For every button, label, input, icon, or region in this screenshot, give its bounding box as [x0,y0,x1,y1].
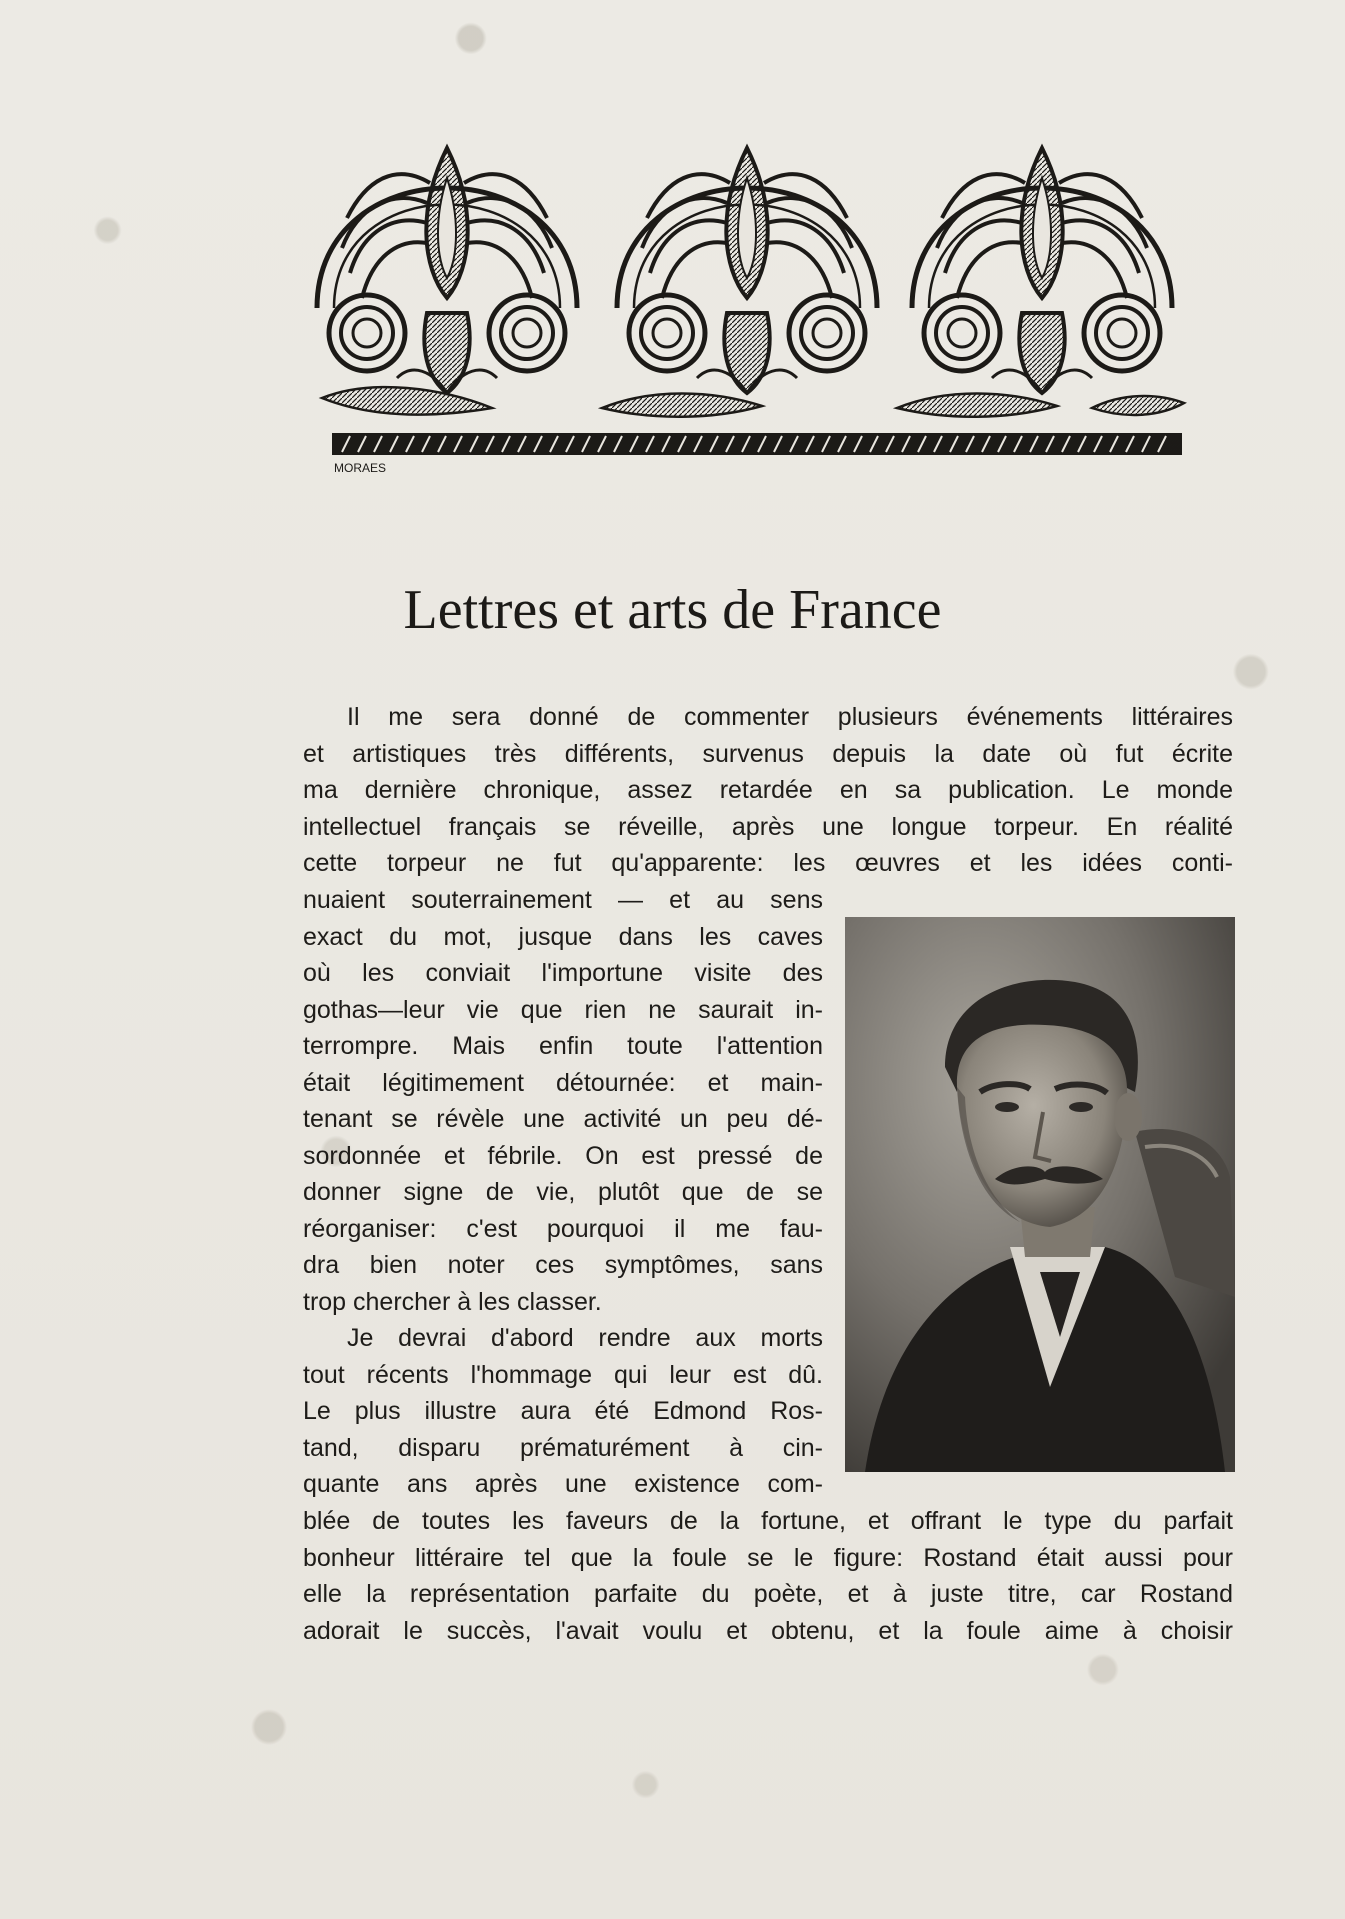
text-line: intellectuel français se réveille, après une longue torpeur. En réalité [303,812,1233,841]
text-line: blée de toutes les faveurs de la fortune, et offrant le type du parfait [303,1507,1233,1535]
text-line: où les conviait l'importune visite des [303,959,823,987]
paragraph-2-full [303,1503,1233,1649]
article-title: Lettres et arts de France [403,579,942,641]
text-line: tand, disparu prématurément à cin- [303,1433,823,1462]
ornament-signature: MORAES [334,461,387,475]
text-line: elle la représentation parfaite du poète, et à juste titre, car Rostand [303,1580,1233,1608]
text-line: sordonnée et fébrile. On est pressé de [303,1141,823,1170]
text-line: cette torpeur ne fut qu'apparente: les œuvres et les idées conti- [303,849,1233,877]
text-line: ma dernière chronique, assez retardée en sa publication. Le monde [303,776,1233,804]
text-line: trop chercher à les classer. [303,1287,602,1316]
text-line: dra bien noter ces symptômes, sans [303,1251,823,1279]
text-line: tenant se révèle une activité un peu dé- [303,1105,823,1133]
text-line: et artistiques très différents, survenus depuis la date où fut écrite [303,739,1233,768]
paragraph-1-full [303,699,1233,882]
text-line: quante ans après une existence com- [303,1470,823,1498]
text-line: Il me sera donné de commenter plusieurs événements littéraires [347,703,1233,731]
text-line: exact du mot, jusque dans les caves [303,922,823,951]
text-line: nuaient souterrainement — et au sens [303,886,823,914]
paragraph-1-narrow [303,882,823,1320]
text-line: adorait le succès, l'avait voulu et obtenu, et la foule aime à choisir [303,1616,1233,1645]
text-line: réorganiser: c'est pourquoi il me fau- [303,1214,823,1243]
text-line: bonheur littéraire tel que la foule se le figure: Rostand était aussi pour [303,1543,1233,1572]
text-line: tout récents l'hommage qui leur est dû. [303,1360,823,1389]
paragraph-2-narrow [303,1320,823,1503]
text-line: Le plus illustre aura été Edmond Ros- [303,1397,823,1425]
ornament-palmette-frieze [312,108,1194,478]
text-line: terrompre. Mais enfin toute l'attention [303,1032,823,1060]
text-line: gothas—leur vie que rien ne saurait in- [303,995,823,1024]
text-line: était légitimement détournée: et main- [303,1068,823,1097]
text-line: Je devrai d'abord rendre aux morts [347,1324,823,1352]
text-line: donner signe de vie, plutôt que de se [303,1178,823,1206]
portrait-photo [845,917,1235,1472]
